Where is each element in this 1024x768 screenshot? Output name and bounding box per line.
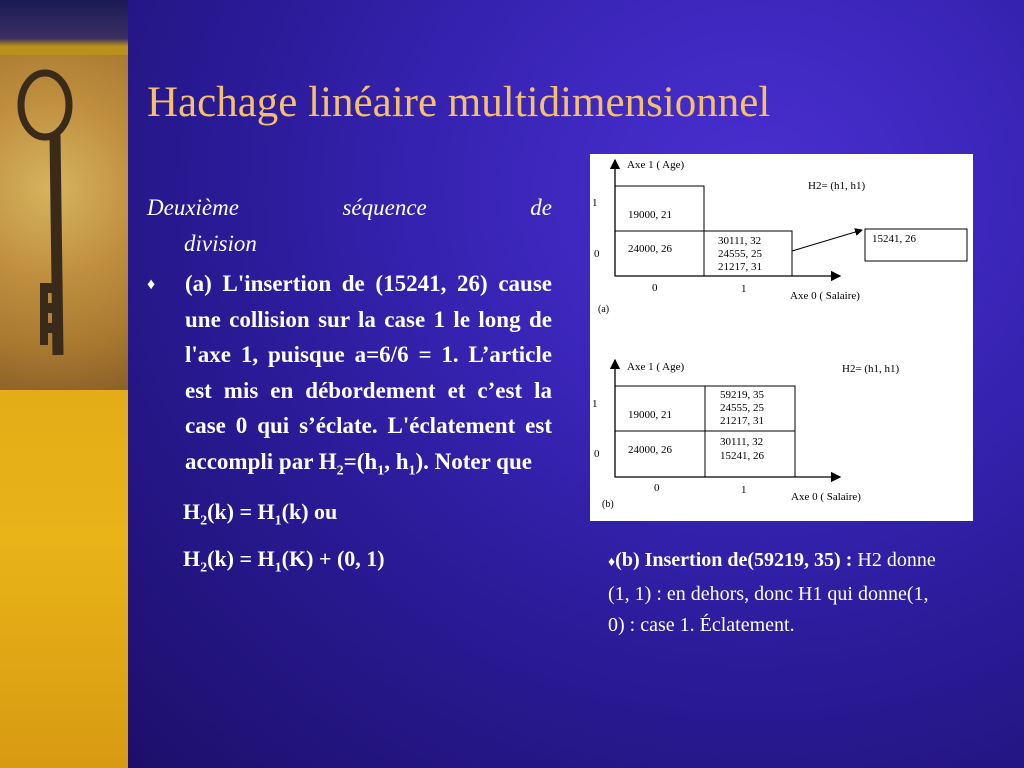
b-ytick-1: 1 [592,398,598,410]
diamond-bullet-icon: ♦ [608,555,616,570]
a-cell-top: 19000, 21 [628,209,672,221]
a-axis1-label: Axe 1 ( Age) [627,159,685,171]
left-text-block [147,190,552,586]
formula-1: $H_2(k) = H_1(k)$ ou [183,498,338,528]
b-cell-bottom-right-l1: 30111, 32 [720,436,764,448]
right-caption-bold: (b) Insertion de(59219, 35) : [615,549,853,571]
key-image [0,55,128,390]
b-axis1-label: Axe 1 ( Age) [627,361,685,373]
diamond-bullet-icon: ♦ [147,276,156,293]
a-xtick-1: 1 [741,283,747,295]
b-cell-top-right-l3: 21217, 31 [720,415,764,427]
a-axis0-label: Axe 0 ( Salaire) [790,290,860,302]
right-caption-rest: H2 donne (1, 1) : en dehors, donc H1 qui donne(1, 0) : case 1. Éclatement. [608,549,936,636]
b-cell-top-right-l1: 59219, 35 [720,389,764,401]
subtitle-line2: division [184,230,257,256]
key-icon [0,55,128,390]
b-panel-label: (b) [602,499,614,510]
a-cell-right-l3: 21217, 31 [718,261,762,273]
right-caption [608,545,938,642]
b-hash-label: H2= (h1, h1) [842,363,900,375]
a-xtick-0: 0 [652,282,658,294]
a-cell-right-l2: 24555, 25 [718,248,762,260]
b-cell-bottom-right-l2: 15241, 26 [720,450,764,462]
a-ytick-0: 0 [594,248,600,260]
diagram-panel-a [592,159,967,315]
diagram-panel-b [592,360,900,510]
b-cell-top-right-l2: 24555, 25 [720,402,764,414]
a-cell-bottom-left: 24000, 26 [628,243,672,255]
a-cell-right-l1: 30111, 32 [718,235,762,247]
hash-diagram-figure [590,154,973,521]
a-hash-label: H2= (h1, h1) [808,180,866,192]
slide-title: Hachage linéaire multidimensionnel [147,79,771,126]
formula-2: $H_2(k) = H_1(K) + (0$, 1) [183,546,385,576]
a-ytick-1: 1 [592,197,598,209]
b-axis0-label: Axe 0 ( Salaire) [791,491,861,503]
a-panel-label: (a) [598,304,610,315]
bullet-text: (a) L'insertion de (15241, 26) cause une collision sur la case 1 le long de l'axe 1, puisque a=6/6 = 1. L’article est mis en débordement et c’est la case 0 qui s’éclate. L'éclatement est accompli par $H_2=(h_1$, $h_1$). Noter que [185,271,552,479]
b-cell-bottom-left: 24000, 26 [628,444,672,456]
bullet-item [147,266,552,489]
subtitle-line1: Deuxième séquence de [147,195,552,220]
b-xtick-1: 1 [741,484,747,496]
b-ytick-0: 0 [594,448,600,460]
a-overflow: 15241, 26 [872,233,916,245]
b-xtick-0: 0 [654,482,660,494]
b-cell-top-left: 19000, 21 [628,409,672,421]
